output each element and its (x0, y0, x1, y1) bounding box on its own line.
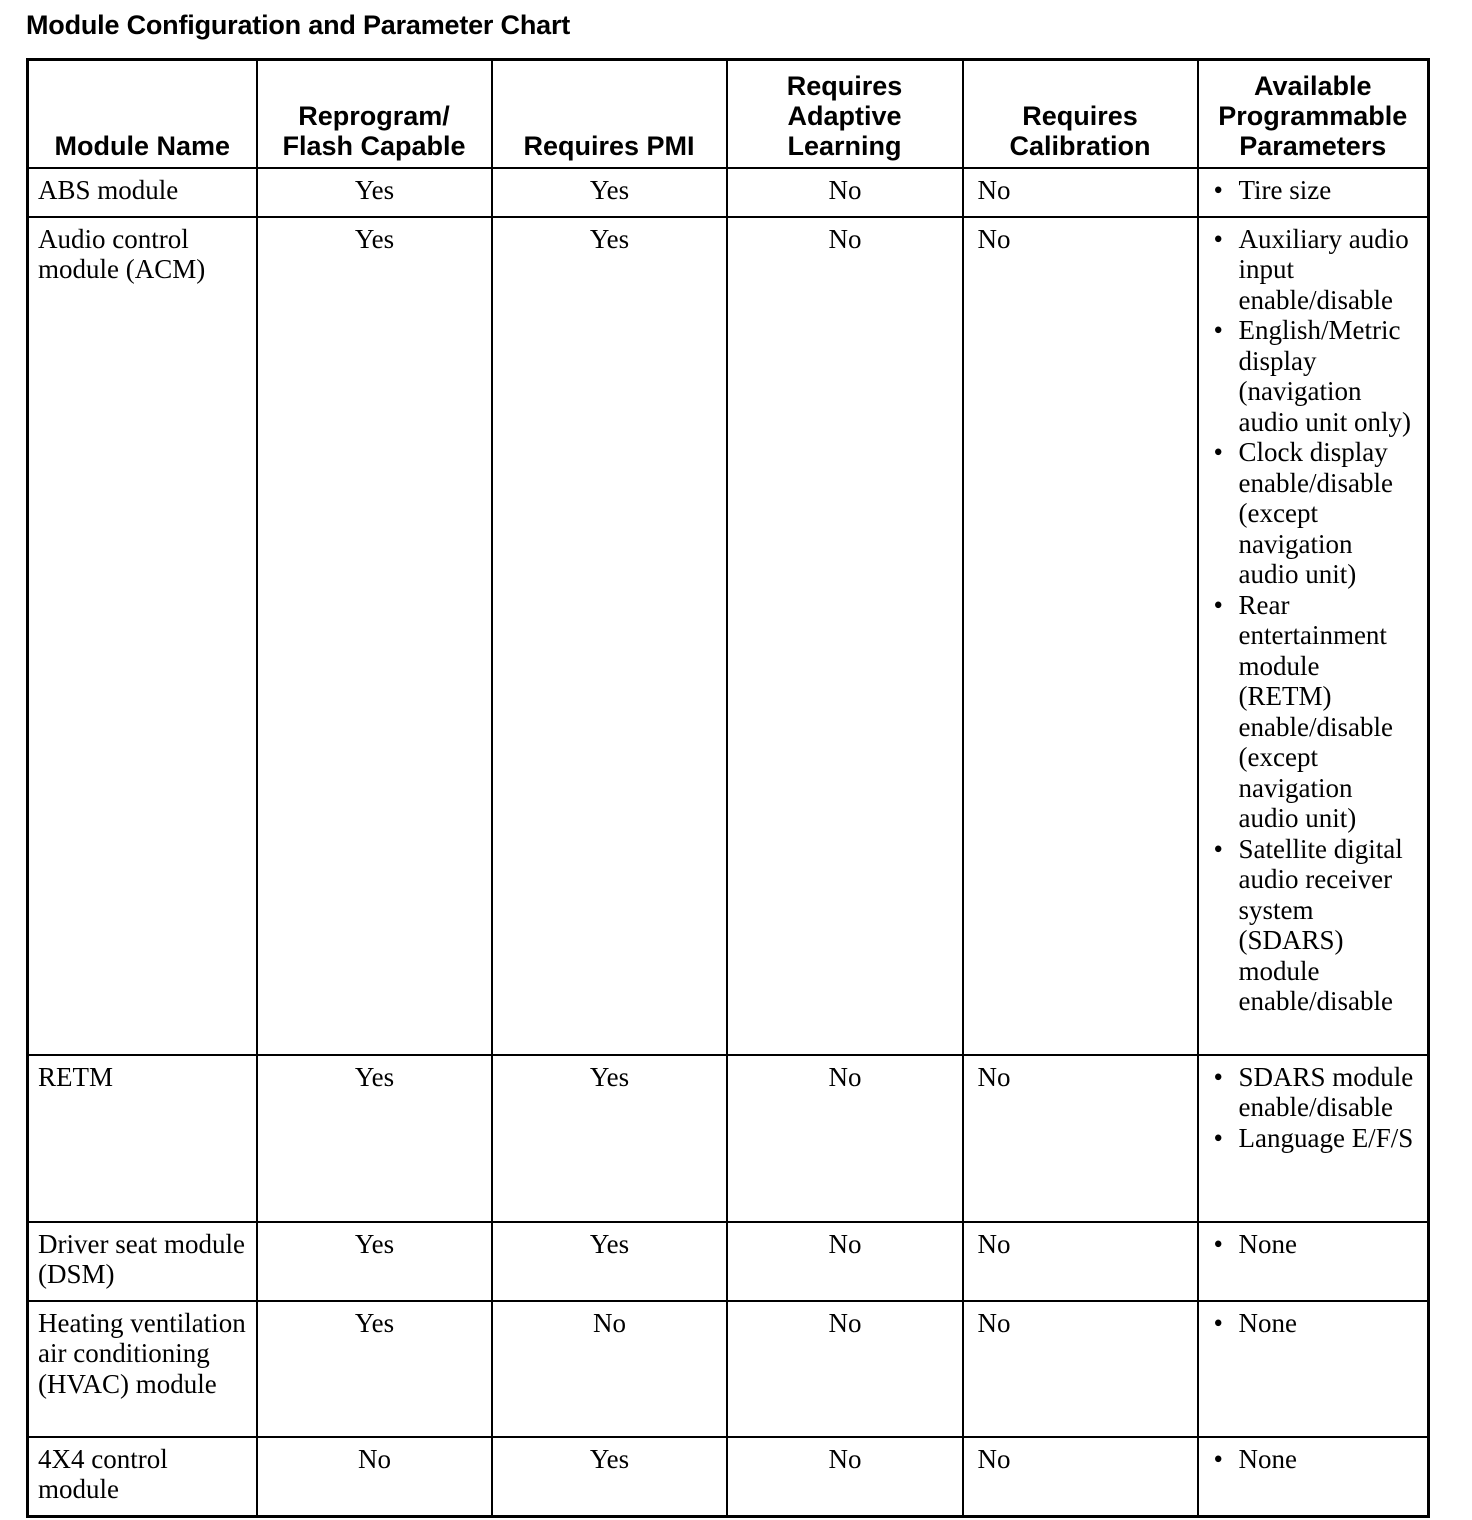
cell-adaptive-learning: No (727, 1055, 963, 1222)
parameter-item: • Rear entertainment module (RETM) enable/disable (except navigation audio unit) (1208, 590, 1420, 834)
cell-calibration: No (963, 1055, 1198, 1222)
cell-adaptive-learning: No (727, 1437, 963, 1517)
cell-module-name: Audio control module (ACM) (28, 217, 257, 1055)
module-parameter-table (26, 58, 1430, 1518)
cell-module-name: RETM (28, 1055, 257, 1222)
cell-adaptive-learning: No (727, 1301, 963, 1437)
cell-reprogram: No (257, 1437, 492, 1517)
column-header-calibration: Requires Calibration (963, 60, 1198, 169)
column-header-module-name: Module Name (28, 60, 257, 169)
parameter-item: • Clock display enable/disable (except navigation audio unit) (1208, 437, 1420, 590)
cell-requires-pmi: Yes (492, 168, 727, 217)
cell-parameters (1198, 1437, 1429, 1517)
cell-adaptive-learning: No (727, 217, 963, 1055)
cell-reprogram: Yes (257, 168, 492, 217)
cell-module-name: ABS module (28, 168, 257, 217)
cell-module-name: Heating ventilation air conditioning (HVAC) module (28, 1301, 257, 1437)
parameter-item: • None (1208, 1308, 1420, 1339)
table-row (28, 168, 1429, 217)
cell-adaptive-learning: No (727, 1222, 963, 1301)
table-row (28, 1055, 1429, 1222)
cell-parameters (1198, 168, 1429, 217)
cell-reprogram: Yes (257, 1222, 492, 1301)
cell-requires-pmi: Yes (492, 1437, 727, 1517)
parameter-item: • Satellite digital audio receiver system (SDARS) module enable/disable (1208, 834, 1420, 1017)
cell-requires-pmi: No (492, 1301, 727, 1437)
cell-module-name: 4X4 control module (28, 1437, 257, 1517)
cell-calibration: No (963, 1222, 1198, 1301)
parameter-list (1208, 1308, 1420, 1339)
cell-parameters (1198, 217, 1429, 1055)
parameter-item: • Auxiliary audio input enable/disable (1208, 224, 1420, 316)
parameter-list (1208, 1444, 1420, 1475)
cell-requires-pmi: Yes (492, 1055, 727, 1222)
cell-calibration: No (963, 1301, 1198, 1437)
cell-calibration: No (963, 1437, 1198, 1517)
cell-calibration: No (963, 168, 1198, 217)
cell-reprogram: Yes (257, 1055, 492, 1222)
table-row (28, 1437, 1429, 1517)
column-header-parameters: Available Programmable Parameters (1198, 60, 1429, 169)
cell-requires-pmi: Yes (492, 1222, 727, 1301)
parameter-item: • SDARS module enable/disable (1208, 1062, 1420, 1123)
cell-requires-pmi: Yes (492, 217, 727, 1055)
page-title: Module Configuration and Parameter Chart (26, 10, 571, 40)
cell-reprogram: Yes (257, 1301, 492, 1437)
parameter-list (1208, 1062, 1420, 1154)
cell-adaptive-learning: No (727, 168, 963, 217)
table-header-row (28, 60, 1429, 169)
cell-parameters (1198, 1222, 1429, 1301)
column-header-adaptive-learning: Requires Adaptive Learning (727, 60, 963, 169)
parameter-list (1208, 224, 1420, 1017)
parameter-item: • None (1208, 1444, 1420, 1475)
table-row (28, 217, 1429, 1055)
cell-reprogram: Yes (257, 217, 492, 1055)
cell-parameters (1198, 1055, 1429, 1222)
parameter-list (1208, 1229, 1420, 1260)
parameter-item: • None (1208, 1229, 1420, 1260)
table-row (28, 1301, 1429, 1437)
column-header-requires-pmi: Requires PMI (492, 60, 727, 169)
column-header-reprogram: Reprogram/ Flash Capable (257, 60, 492, 169)
parameter-item: • English/Metric display (navigation audio unit only) (1208, 315, 1420, 437)
parameter-item: • Language E/F/S (1208, 1123, 1420, 1154)
parameter-item: • Tire size (1208, 175, 1420, 206)
cell-module-name: Driver seat module (DSM) (28, 1222, 257, 1301)
cell-parameters (1198, 1301, 1429, 1437)
table-row (28, 1222, 1429, 1301)
cell-calibration: No (963, 217, 1198, 1055)
parameter-list (1208, 175, 1420, 206)
